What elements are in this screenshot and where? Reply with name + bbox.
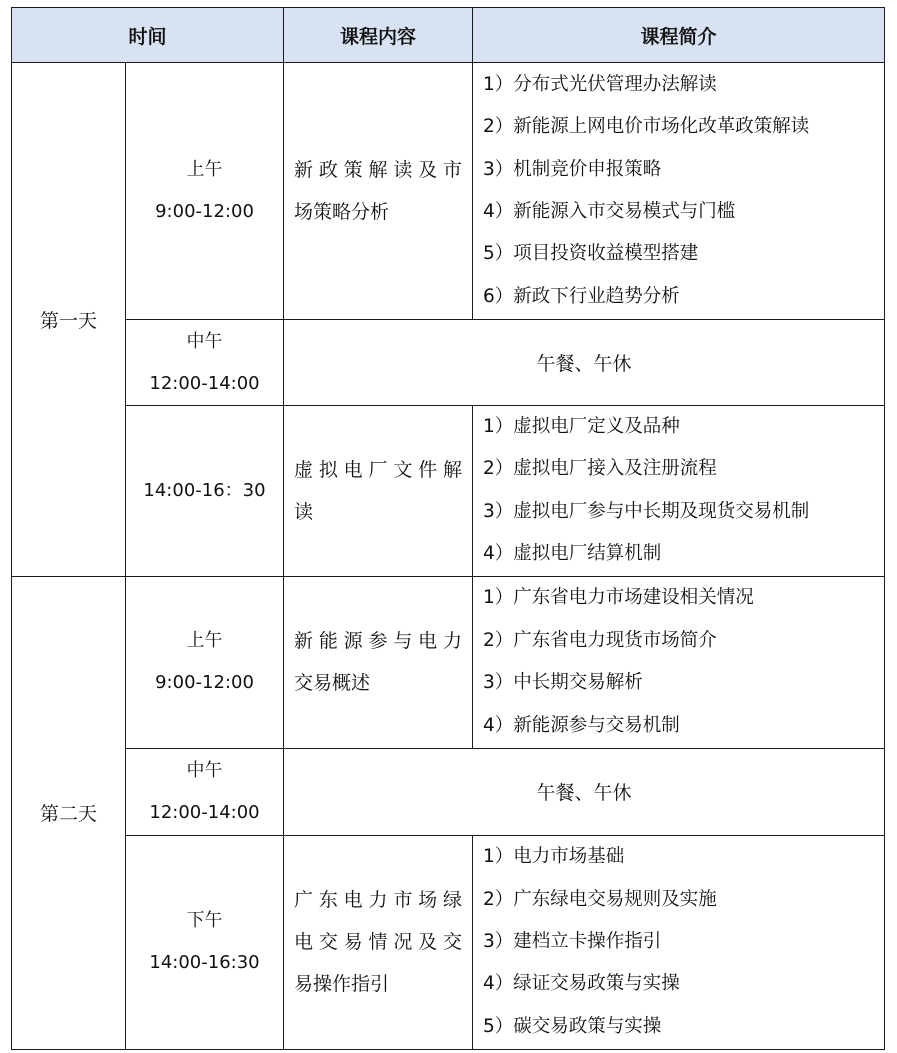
course-intro: [473, 63, 885, 320]
session-time-cell: [126, 835, 284, 1049]
list-item: 2）广东绿电交易规则及实施: [483, 888, 717, 910]
day-label: 第二天: [12, 576, 126, 1049]
list-item: 2）虚拟电厂接入及注册流程: [483, 458, 717, 480]
session-time-cell: [126, 406, 284, 577]
list-item: 2）广东省电力现货市场简介: [483, 629, 717, 651]
list-item: 5）项目投资收益模型搭建: [483, 243, 699, 265]
list-item: 3）虚拟电厂参与中长期及现货交易机制: [483, 500, 810, 522]
session-time-cell: [126, 320, 284, 406]
session-period: 上午: [186, 630, 223, 652]
list-item: 3）建档立卡操作指引: [483, 930, 662, 952]
session-period: 中午: [186, 759, 223, 781]
list-item: 3）机制竞价申报策略: [483, 158, 662, 180]
session-period: 上午: [186, 159, 223, 180]
header-row: [12, 8, 885, 63]
content-line: 虚拟电厂文件解: [294, 458, 463, 481]
course-content: [284, 835, 473, 1049]
lunch-break: 午餐、午休: [284, 320, 885, 406]
header-intro: 课程简介: [473, 8, 885, 63]
course-content: [284, 63, 473, 320]
list-item: 1）虚拟电厂定义及品种: [483, 416, 680, 437]
content-line: 新政策解读及市: [294, 159, 463, 181]
list-item: 2）新能源上网电价市场化改革政策解读: [483, 116, 810, 138]
day-label: 第一天: [12, 63, 126, 577]
session-time: 12:00-14:00: [149, 372, 260, 394]
course-intro: [473, 576, 885, 748]
content-line: 新能源参与电力: [294, 630, 463, 653]
list-item: 4）虚拟电厂结算机制: [483, 543, 662, 565]
content-line: 读: [294, 500, 314, 523]
list-item: 4）新能源参与交易机制: [483, 714, 680, 736]
session-time: 9:00-12:00: [155, 201, 254, 222]
table-row: [12, 406, 885, 577]
content-line: 场策略分析: [294, 201, 390, 223]
table-row: [12, 748, 885, 835]
content-line: 交易概述: [294, 672, 371, 695]
header-content: 课程内容: [284, 8, 473, 63]
list-item: 1）广东省电力市场建设相关情况: [483, 587, 754, 609]
table-row: [12, 63, 885, 320]
lunch-break: 午餐、午休: [284, 748, 885, 835]
session-time-cell: [126, 748, 284, 835]
list-item: 6）新政下行业趋势分析: [483, 285, 680, 307]
session-period: 中午: [186, 330, 223, 352]
session-period: 下午: [186, 910, 223, 932]
session-time: 9:00-12:00: [155, 672, 254, 694]
table-row: [12, 576, 885, 748]
list-item: 1）电力市场基础: [483, 846, 625, 868]
course-intro: [473, 406, 885, 577]
list-item: 1）分布式光伏管理办法解读: [483, 73, 717, 95]
table-row: [12, 320, 885, 406]
course-content: [284, 406, 473, 577]
course-content: [284, 576, 473, 748]
session-time: 12:00-14:00: [149, 801, 260, 823]
table-row: [12, 835, 885, 1049]
content-line: 易操作指引: [294, 973, 390, 996]
session-time: 14:00-16：30: [143, 479, 266, 501]
list-item: 5）碳交易政策与实操: [483, 1015, 662, 1037]
course-schedule-table: [11, 7, 885, 1050]
content-line: 广东电力市场绿: [294, 889, 463, 912]
list-item: 4）新能源入市交易模式与门槛: [483, 201, 736, 222]
list-item: 3）中长期交易解析: [483, 672, 643, 694]
session-time-cell: [126, 63, 284, 320]
session-time-cell: [126, 576, 284, 748]
list-item: 4）绿证交易政策与实操: [483, 973, 680, 995]
session-time: 14:00-16:30: [149, 952, 260, 974]
header-time: 时间: [12, 8, 284, 63]
content-line: 电交易情况及交: [294, 931, 463, 954]
course-intro: [473, 835, 885, 1049]
